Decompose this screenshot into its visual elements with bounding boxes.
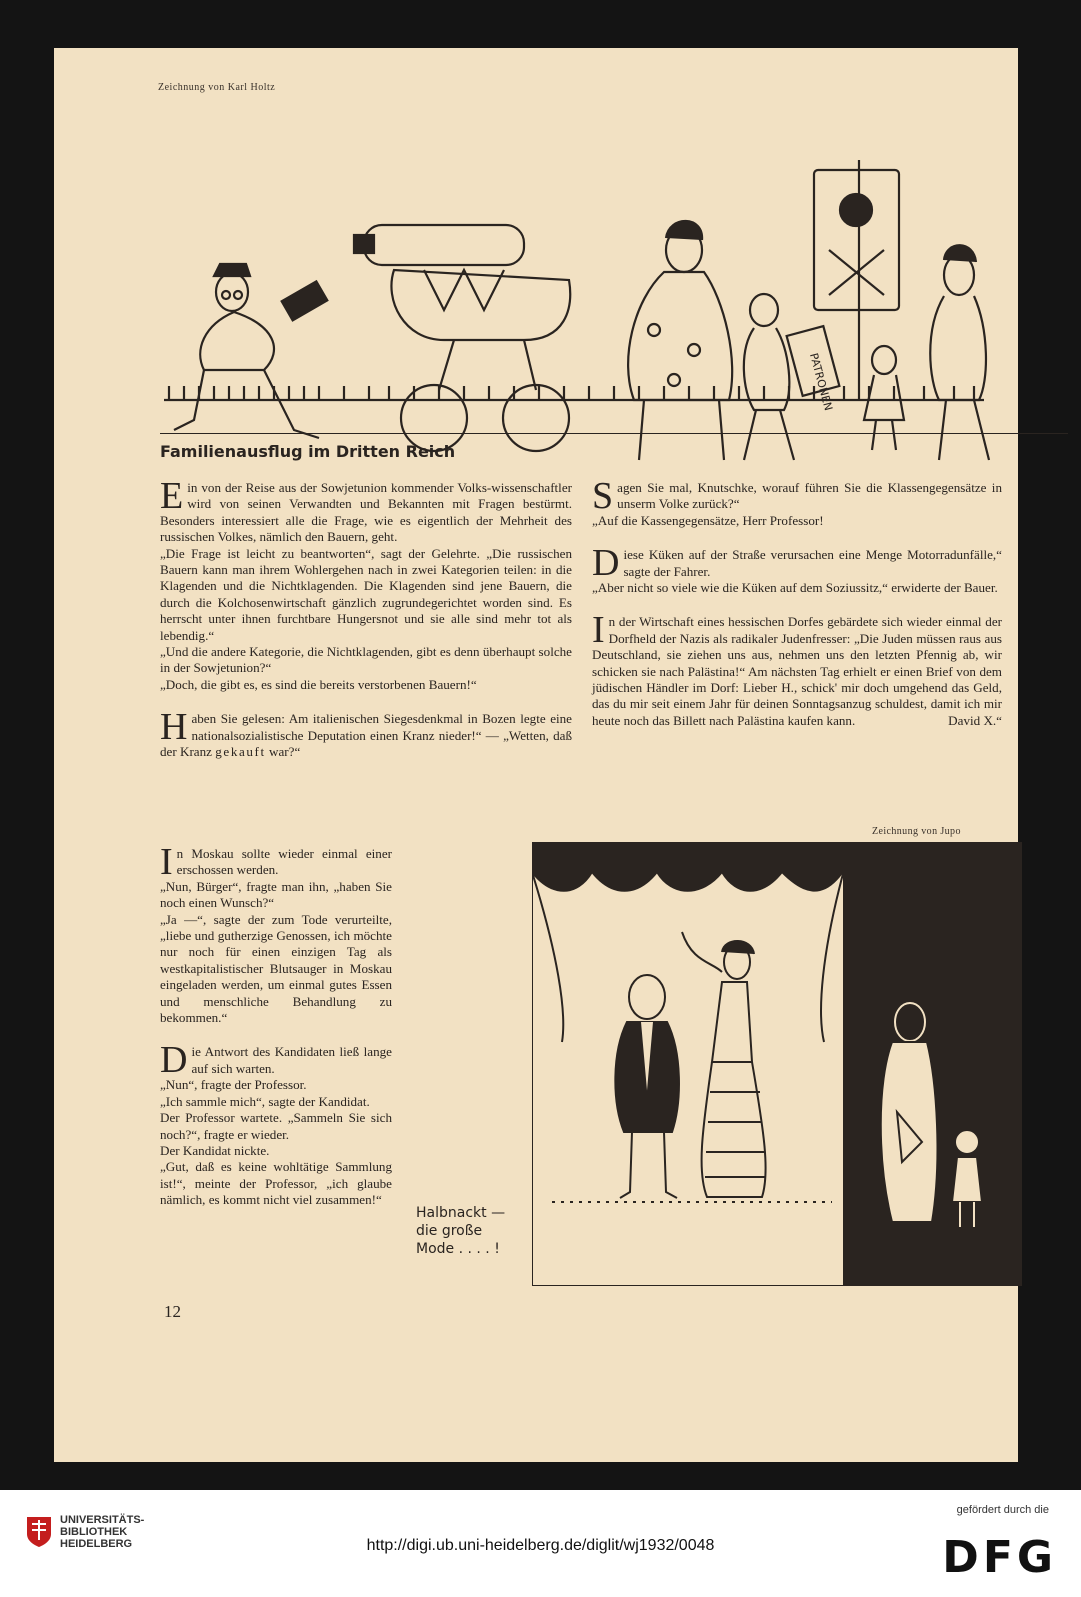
paragraph <box>592 609 1002 729</box>
paragraph: „Die Frage ist leicht zu beantworten“, sagt der Gelehrte. „Die russischen Bauern kann man ihrem Wohlergehen nach in zwei Kategorien teilen: in die Klagenden und die Nichtklagenden. Die Klagenden sind jene Bauern, die durch die Kolchosenwirtschaft gänzlich zugrundegerichtet worden sind. Es herrscht unter ihnen furchtbare Hungersnot und sie alle sind mehr tot als lebendig.“ <box>160 545 572 643</box>
paragraph: „Nun“, fragte der Professor. <box>160 1077 307 1093</box>
page-number: 12 <box>164 1302 181 1321</box>
page-headline: Familienausflug im Dritten Reich <box>160 442 456 461</box>
boy-figure <box>744 294 840 460</box>
dropcap: I <box>592 609 605 652</box>
library-line: UNIVERSITÄTS- <box>60 1514 145 1526</box>
mother-figure <box>628 221 732 460</box>
paragraph: „Nun, Bürger“, fragte man ihn, „haben Sie noch einen Wunsch?“ <box>160 878 392 911</box>
stage-curtain <box>532 842 844 891</box>
story-kandidat <box>160 1039 392 1208</box>
story-palaestina <box>592 609 1002 729</box>
caption-line: Halbnackt — <box>416 1205 506 1221</box>
man-figure <box>174 264 327 438</box>
viewer-footer <box>0 1490 1081 1597</box>
headline-rule <box>160 433 1068 434</box>
paragraph: „Doch, die gibt es, es sind die bereits verstorbenen Bauern!“ <box>160 676 477 692</box>
lady-figure <box>682 932 766 1197</box>
left-column-top <box>160 475 572 779</box>
gentleman-figure <box>615 975 679 1198</box>
paragraph <box>160 706 572 760</box>
signature: David X.“ <box>948 712 1002 728</box>
story-volkswissenschaftler <box>160 475 572 693</box>
caption-line: Mode . . . . ! <box>416 1241 500 1257</box>
text: war?“ <box>269 744 301 760</box>
illustration-credit-top: Zeichnung von Karl Holtz <box>158 82 276 93</box>
stage-cartoon <box>532 842 1022 1286</box>
paragraph: „Ja —“, sagte der zum Tode verurteilte, „liebe und gutherzige Genossen, ich möchte nur noch für einen einzigen Tag als westkapitalistischer Blutsauger in Moskau eingeladen werden, um einmal gutes Essen und menschliche Behandlung zu bekommen.“ <box>160 911 392 1026</box>
permalink-url[interactable]: http://digi.ub.uni-heidelberg.de/diglit/wj1932/0048 <box>366 1537 715 1554</box>
dfg-logo[interactable]: DFG <box>942 1532 1057 1583</box>
paragraph: in von der Reise aus der Sowjetunion kommender Volks-wissenschaftler wird von seinen Verwandten und Bekannten mit Fragen bestürmt. Besonders interessiert alle die Frage, wie es eigentlich der Mehrheit des russischen Volkes, nämlich den Bauern, geht. <box>160 480 572 545</box>
dropcap: D <box>592 542 620 585</box>
patronen-label: PATRONEN <box>807 351 835 413</box>
emphasis: gekauft <box>215 744 266 760</box>
cartoon-caption <box>416 1204 505 1258</box>
funding-label: gefördert durch die <box>956 1504 1049 1516</box>
paragraph: Der Professor wartete. „Sammeln Sie sich noch?“, fragte er wieder. <box>160 1110 392 1142</box>
left-column-narrow <box>160 841 392 1227</box>
dropcap: S <box>592 475 614 517</box>
paragraph: „Aber nicht so viele wie die Küken auf dem Soziussitz,“ erwiderte der Bauer. <box>592 580 998 596</box>
library-line: HEIDELBERG <box>60 1538 133 1550</box>
magazine-page <box>54 48 1018 1462</box>
dropcap: E <box>160 475 184 517</box>
paragraph: „Ich sammle mich“, sagte der Kandidat. <box>160 1093 370 1109</box>
dropcap: D <box>160 1039 188 1082</box>
pram-with-cannon <box>354 225 570 451</box>
paragraph: n Moskau sollte wieder einmal einer erschossen werden. <box>176 846 392 878</box>
story-kueken <box>592 542 1002 596</box>
paragraph: „Und die andere Kategorie, die Nichtklagenden, gibt es denn überhaupt solche in der Sowjetunion?“ <box>160 644 572 676</box>
family-outing-cartoon <box>164 100 994 480</box>
dropcap: I <box>160 841 173 883</box>
story-bozen <box>160 706 572 760</box>
grave-crosses <box>169 386 974 400</box>
dropcap: H <box>160 706 188 749</box>
paragraph: „Auf die Kassengegensätze, Herr Professor! <box>592 512 824 528</box>
text: n der Wirtschaft eines hessischen Dorfes gebärdete sich wieder einmal der Dorfheld der Nazis als radikaler Judenfresser: „Die Juden müssen raus aus Deutschland, sie ziehen uns aus, nehmen uns den letzten Pfennig ab, wir schicken sie nach Palästina!“ Am nächsten Tag erhielt er einen Brief von dem jüdischen Händler im Dorf: Lieber H., schick' mir doch umgehend das Geld, das du mir seit einem Jahr für deinen Sonntagsanzug schuldest, damit ich mir heute noch das Billett nach Palästina kaufen kann. <box>592 614 1002 728</box>
story-knutschke <box>592 475 1002 529</box>
paragraph: iese Küken auf der Straße verursachen eine Menge Motorradunfälle,“ sagte der Fahrer. <box>623 547 1002 579</box>
girl-figure <box>864 346 904 450</box>
paragraph: Der Kandidat nickte. <box>160 1142 270 1158</box>
skull-flag <box>814 160 899 400</box>
paragraph: „Gut, daß es keine wohltätige Sammlung ist!“, meinte der Professor, „ich glaube nämlich, es kommt nicht viel zusammen!“ <box>160 1159 392 1208</box>
right-column <box>592 475 1002 747</box>
illustration-credit-bottom: Zeichnung von Jupo <box>872 826 961 837</box>
caption-line: die große <box>416 1223 483 1239</box>
paragraph: agen Sie mal, Knutschke, worauf führen Sie die Klassengegensätze in unserm Volke zurück?“ <box>617 480 1002 512</box>
paragraph: ie Antwort des Kandidaten ließ lange auf sich warten. <box>191 1044 392 1076</box>
library-line: BIBLIOTHEK <box>60 1526 128 1538</box>
aunt-figure <box>930 245 989 460</box>
text: aben Sie gelesen: Am italienischen Siegesdenkmal in Bozen legte eine nationalsozialistische Deputation einen Kranz nieder!“ — „Wetten, daß der Kranz <box>160 711 572 760</box>
story-moskau <box>160 841 392 1026</box>
